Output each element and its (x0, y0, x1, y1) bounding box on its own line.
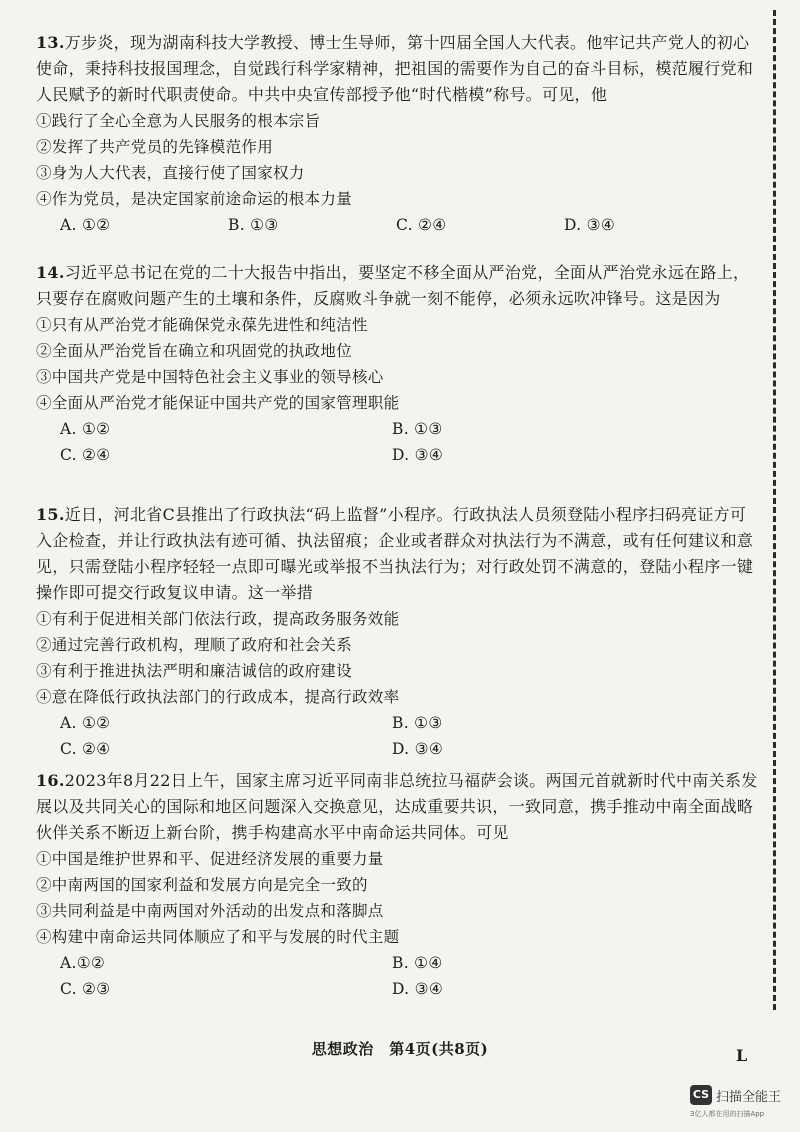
choice-d: D. ③④ (392, 740, 444, 758)
camscanner-logo-icon: CS (690, 1085, 712, 1105)
statement-2: ②全面从严治党旨在确立和巩固党的执政地位 (36, 342, 353, 360)
watermark-name: 扫描全能王 (716, 1090, 782, 1105)
question-16 (36, 768, 758, 1002)
question-text: 万步炎，现为湖南科技大学教授、博士生导师，第十四届全国人大代表。他牢记共产党人的初心使命，秉持科技报国理念，自觉践行科学家精神，把祖国的需要作为自己的奋斗目标，模范履行党和人民赋予的新时代职责使命。中共中央宣传部授予他“时代楷模”称号。可见，他 (36, 33, 754, 104)
question-stem (36, 260, 758, 312)
answer-choices (36, 950, 758, 1002)
statement-3: ③身为人大代表，直接行使了国家权力 (36, 164, 305, 182)
answer-choices (36, 212, 758, 238)
statement-2: ②发挥了共产党员的先锋模范作用 (36, 138, 274, 156)
answer-choices (36, 416, 758, 468)
question-text: 2023年8月22日上午，国家主席习近平同南非总统拉马福萨会谈。两国元首就新时代中南关系发展以及共同关心的国际和地区问题深入交换意见，达成重要共识，一致同意，携手推动中南全面战略伙伴关系不断迈上新台阶，携手构建高水平中南命运共同体。可见 (36, 771, 758, 842)
statement-3: ③中国共产党是中国特色社会主义事业的领导核心 (36, 368, 384, 386)
choice-a: A.①② (60, 954, 106, 972)
statement-1: ①践行了全心全意为人民服务的根本宗旨 (36, 112, 321, 130)
statement-4: ④构建中南命运共同体顺应了和平与发展的时代主题 (36, 928, 400, 946)
statement-1: ①中国是维护世界和平、促进经济发展的重要力量 (36, 850, 384, 868)
choice-b: B. ①③ (228, 216, 279, 234)
choice-b: B. ①③ (392, 714, 443, 732)
choice-d: D. ③④ (564, 216, 616, 234)
question-number: 15. (36, 505, 65, 524)
choice-a: A. ①② (60, 714, 111, 732)
corner-mark: L (736, 1046, 748, 1065)
choice-a: A. ①② (60, 420, 111, 438)
statement-1: ①只有从严治党才能确保党永葆先进性和纯洁性 (36, 316, 368, 334)
statement-4: ④作为党员，是决定国家前途命运的根本力量 (36, 190, 353, 208)
choice-c: C. ②④ (60, 740, 111, 758)
question-number: 16. (36, 771, 65, 790)
question-14 (36, 260, 758, 468)
question-stem (36, 768, 758, 846)
choice-a: A. ①② (60, 216, 111, 234)
statement-3: ③有利于推进执法严明和廉洁诚信的政府建设 (36, 662, 353, 680)
statement-4: ④意在降低行政执法部门的行政成本，提高行政效率 (36, 688, 400, 706)
choice-b: B. ①④ (392, 954, 443, 972)
question-stem (36, 30, 758, 108)
page-footer: 思想政治 第4页(共8页) (311, 1040, 489, 1058)
question-13 (36, 30, 758, 238)
statement-1: ①有利于促进相关部门依法行政，提高政务服务效能 (36, 610, 400, 628)
watermark-tagline: 3亿人都在用的扫描App (690, 1110, 765, 1118)
choice-d: D. ③④ (392, 446, 444, 464)
choice-c: C. ②④ (396, 216, 447, 234)
choice-c: C. ②④ (60, 446, 111, 464)
statement-3: ③共同利益是中南两国对外活动的出发点和落脚点 (36, 902, 384, 920)
answer-choices (36, 710, 758, 762)
question-number: 13. (36, 33, 65, 52)
question-text: 近日，河北省C县推出了行政执法“码上监督”小程序。行政执法人员须登陆小程序扫码亮证方可入企检查，并让行政执法有迹可循、执法留痕；企业或者群众对执法行为不满意，或有任何建议和意见，只需登陆小程序轻轻一点即可曝光或举报不当执法行为；对行政处罚不满意的，登陆小程序一键操作即可提交行政复议申请。这一举措 (36, 505, 754, 602)
scanner-watermark (690, 1085, 790, 1125)
question-15 (36, 502, 758, 762)
statement-2: ②中南两国的国家利益和发展方向是完全一致的 (36, 876, 368, 894)
choice-c: C. ②③ (60, 980, 111, 998)
statement-2: ②通过完善行政机构，理顺了政府和社会关系 (36, 636, 353, 654)
question-number: 14. (36, 263, 65, 282)
binding-dashed-line (773, 10, 776, 1010)
choice-d: D. ③④ (392, 980, 444, 998)
question-text: 习近平总书记在党的二十大报告中指出，要坚定不移全面从严治党，全面从严治党永远在路上，只要存在腐败问题产生的土壤和条件，反腐败斗争就一刻不能停，必须永远吹冲锋号。这是因为 (36, 263, 750, 308)
choice-b: B. ①③ (392, 420, 443, 438)
question-stem (36, 502, 758, 606)
statement-4: ④全面从严治党才能保证中国共产党的国家管理职能 (36, 394, 400, 412)
